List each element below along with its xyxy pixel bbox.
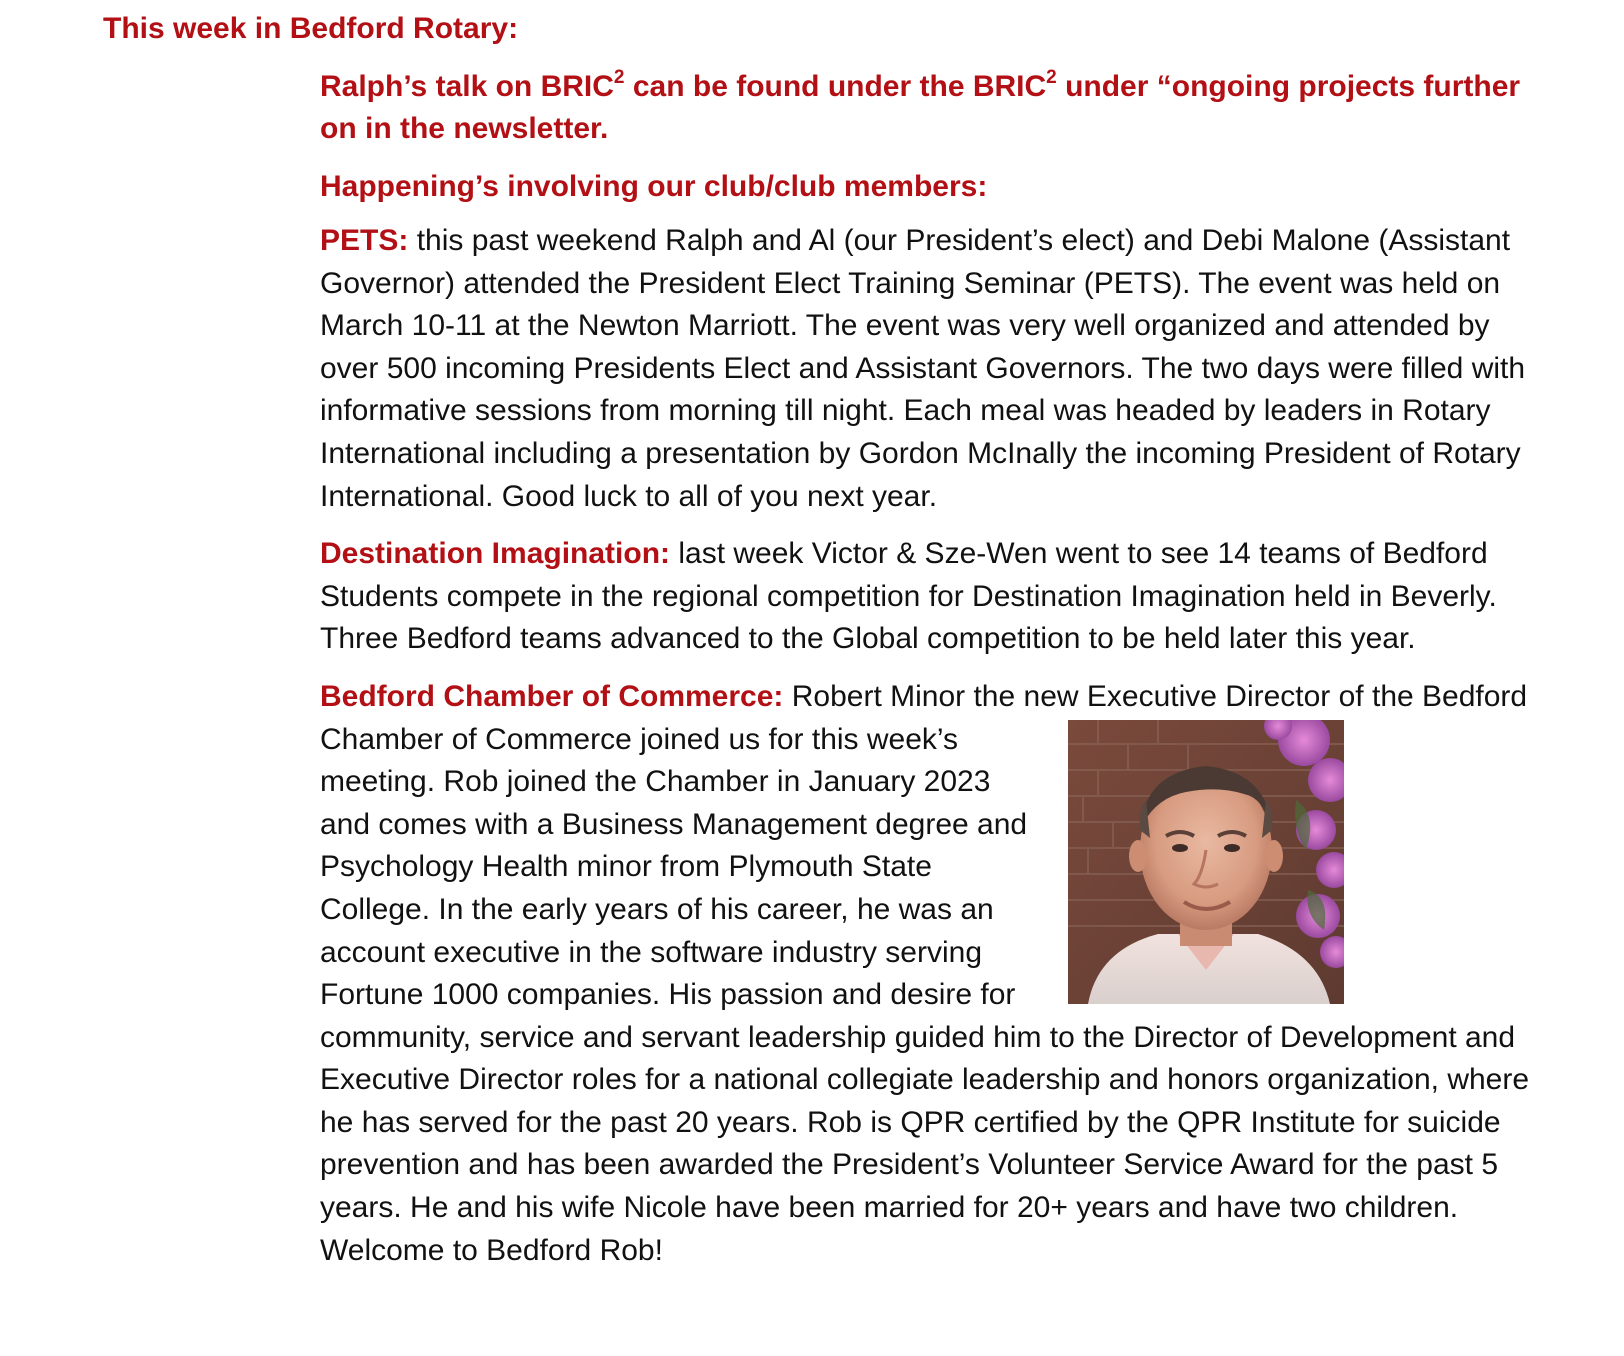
- bric-superscript-1: 2: [613, 67, 625, 88]
- chamber-paragraph: [320, 676, 1540, 1272]
- destination-imagination-paragraph: [320, 533, 1540, 661]
- chamber-label: Bedford Chamber of Commerce:: [320, 679, 784, 713]
- pets-paragraph: [320, 220, 1540, 518]
- bric-text-3: under “ongoing projects further on in the newsletter.: [320, 70, 1521, 145]
- happenings-heading: Happening’s involving our club/club members:: [320, 170, 988, 203]
- chamber-body-first-line: Robert Minor the new Executive Director of the: [783, 679, 1414, 713]
- robert-minor-photo: [1068, 720, 1344, 1004]
- portrait-image: [1068, 720, 1344, 1004]
- content-column: [320, 66, 1540, 1272]
- bric-notice: [320, 66, 1540, 150]
- section-title: This week in Bedford Rotary:: [103, 12, 519, 45]
- pets-body: this past weekend Ralph and Al (our President’s elect) and Debi Malone (Assistant Governor) attended the President Elect Training Seminar (PETS). The event was held on March 10-11 at the Newton Marriott. The event was very well organized and attended by over 500 incoming Presidents Elect and Assistant Governors. The two days were filled with informative sessions from morning till night. Each meal was headed by leaders in Rotary International including a presentation by Gordon McInally the incoming President of Rotary International. Good luck to all of you next year.: [320, 224, 1526, 513]
- destination-imagination-body: last week Victor & Sze-Wen went to see 14 teams of Bedford Students compete in the regional competition for Destination Imagination held in Beverly. Three Bedford teams advanced to the Global competition to be held later this year.: [320, 537, 1497, 656]
- bric-text-2: can be found under the BRIC: [624, 70, 1047, 103]
- bric-text-1: Ralph’s talk on BRIC: [320, 70, 614, 103]
- pets-label: PETS:: [320, 224, 409, 257]
- chamber-body: Bedford Chamber of Commerce joined us for this week’s meeting. Rob joined the Chamber in January 2023 and comes with a Business Management degree and Psychology Health minor from Plymouth State College. In the early years of his career, he was an account executive in the software industry serving Fortune 1000 companies. His passion and desire for community, service and servant leadership guided him to the Director of Development and Executive Director roles for a national collegiate leadership and honors organization, where he has served for the past 20 years. Rob is QPR certified by the QPR Institute for suicide prevention and has been awarded the President’s Volunteer Service Award for the past 5 years. He and his wife Nicole have been married for 20+ years and have two children. Welcome to Bedford Rob!: [320, 679, 1530, 1267]
- destination-imagination-label: Destination Imagination:: [320, 537, 671, 571]
- bric-superscript-2: 2: [1046, 67, 1057, 88]
